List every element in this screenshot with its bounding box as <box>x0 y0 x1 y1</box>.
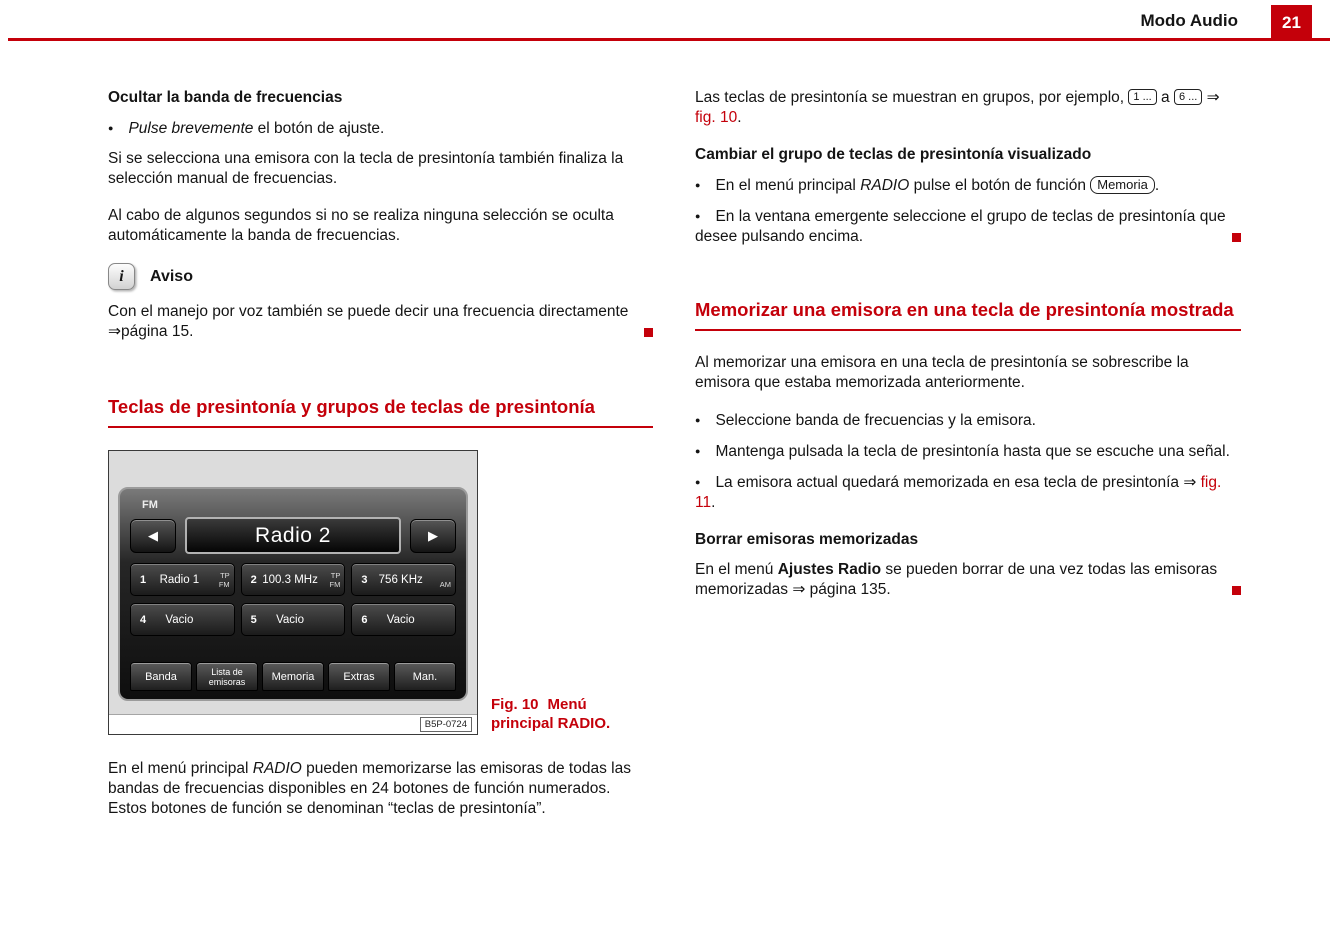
text-segment: a <box>1156 89 1174 106</box>
preset-button-5 <box>241 603 346 636</box>
heading-ocultar-banda: Ocultar la banda de frecuencias <box>108 89 343 106</box>
preset-label: Vacio <box>386 613 415 626</box>
paragraph: Al memorizar una emisora en una tecla de presintonía se sobrescribe la emisora que estaba memorizada anteriormente. <box>695 354 1189 391</box>
text-segment: RADIO <box>252 760 302 777</box>
text-segment: En el menú principal <box>108 760 253 777</box>
bullet-item <box>695 206 1241 247</box>
softkey-row <box>130 662 456 691</box>
page-number-badge: 21 <box>1271 5 1312 41</box>
header-title: Modo Audio <box>1140 11 1238 30</box>
next-station-button: ▶ <box>410 519 456 553</box>
figure-code-strip <box>109 714 477 734</box>
figure-code: B5P-0724 <box>420 717 472 732</box>
figure-reference: fig. 11 <box>695 474 1222 511</box>
preset-tag-top: TP <box>220 570 230 580</box>
preset-tags <box>323 611 340 629</box>
section-end-marker <box>1232 586 1241 595</box>
preset-button-4 <box>130 603 235 636</box>
preset-tags <box>213 611 230 629</box>
text-segment: se pueden borrar de una vez todas las emisoras memorizadas <box>695 561 1218 598</box>
preset-tags <box>323 571 340 589</box>
preset-tags <box>434 611 451 629</box>
bullet-item <box>108 118 653 139</box>
station-display: Radio 2 <box>185 517 401 554</box>
preset-number: 5 <box>250 613 257 626</box>
preset-number: 1 <box>140 573 147 586</box>
figure-reference: fig. 10 <box>695 109 738 126</box>
preset-tag-bottom: FM <box>329 579 341 589</box>
preset-button-3 <box>351 563 456 596</box>
preset-label: Vacio <box>165 613 194 626</box>
preset-label: Radio 1 <box>159 573 200 586</box>
text-segment: En el menú principal <box>715 177 861 194</box>
paragraph <box>695 560 1241 600</box>
text-segment: ⇒ <box>1202 89 1220 106</box>
text-segment: Con el manejo por voz también se puede decir una frecuencia directamente <box>108 303 629 320</box>
text-segment: Pulse brevemente <box>128 120 254 137</box>
preset-tag-bottom: FM <box>218 579 230 589</box>
page-reference: ⇒página 15. <box>108 323 194 340</box>
preset-label: Vacio <box>276 613 305 626</box>
figure-row <box>108 450 653 735</box>
caption-fig-label: Fig. 10 <box>491 696 539 713</box>
right-column <box>695 88 1241 617</box>
bullet-item <box>695 472 1241 513</box>
band-label: FM <box>142 499 158 511</box>
bullet-item: ● Mantenga pulsada la tecla de presintonía hasta que se escuche una señal. <box>695 441 1241 462</box>
function-button-memoria: Memoria <box>1090 176 1155 194</box>
section-end-marker <box>1232 233 1241 242</box>
preset-tag-top: TP <box>330 570 341 580</box>
preset-number: 3 <box>361 573 368 586</box>
radio-figure <box>108 450 478 735</box>
section-end-marker <box>644 328 653 337</box>
text-segment: Las teclas de presintonía se muestran en grupos, por ejemplo, <box>695 89 1129 106</box>
preset-grid <box>130 563 456 636</box>
preset-label: 100.3 MHz <box>262 573 318 586</box>
bullet-item <box>695 175 1241 196</box>
text-segment: Ajustes Radio <box>777 561 882 578</box>
key-cap-6: 6 ... <box>1174 89 1202 105</box>
radio-unit <box>118 487 468 701</box>
heading-cambiar-grupo: Cambiar el grupo de teclas de presintonía visualizado <box>695 146 1092 163</box>
paragraph <box>695 88 1241 128</box>
aviso-title: Aviso <box>150 267 193 285</box>
page-reference: ⇒ página 135. <box>792 581 891 598</box>
caption-text: Menú principal RADIO. <box>491 696 611 732</box>
key-cap-1: 1 ... <box>1128 89 1156 105</box>
softkey-extras: Extras <box>328 662 390 691</box>
softkey-man: Man. <box>394 662 456 691</box>
paragraph <box>108 302 653 342</box>
text-segment: pueden memorizarse las emisoras de todas las bandas de frecuencias disponibles en 24 botones de función numerados. Estos botones de función se denominan “teclas de presintonía”. <box>108 760 631 817</box>
softkey-memoria: Memoria <box>262 662 324 691</box>
text-segment: pulse el botón de función <box>909 177 1091 194</box>
preset-number: 6 <box>361 613 368 626</box>
text-segment: RADIO <box>860 177 910 194</box>
softkey-banda: Banda <box>130 662 192 691</box>
preset-tags <box>213 571 230 589</box>
station-row <box>130 517 456 554</box>
heading-teclas-presintonia: Teclas de presintonía y grupos de teclas de presintonía <box>108 394 653 428</box>
aviso-header <box>108 263 653 290</box>
softkey-lista-emisoras: Lista de emisoras <box>196 662 258 691</box>
info-icon-glyph: i <box>119 267 124 285</box>
preset-label: 756 KHz <box>378 573 423 586</box>
preset-tags <box>434 571 451 589</box>
heading-memorizar-emisora: Memorizar una emisora en una tecla de presintonía mostrada <box>695 297 1241 331</box>
preset-button-1 <box>130 563 235 596</box>
preset-button-6 <box>351 603 456 636</box>
prev-station-button: ◀ <box>130 519 176 553</box>
text-segment: En la ventana emergente seleccione el grupo de teclas de presintonía que desee pulsando encima. <box>695 208 1226 245</box>
figure-inner <box>109 451 477 714</box>
left-column <box>108 88 653 836</box>
preset-tag-bottom: AM <box>439 579 451 589</box>
paragraph <box>108 759 653 819</box>
paragraph: Al cabo de algunos segundos si no se realiza ninguna selección se oculta automáticamente la banda de frecuencias. <box>108 207 614 244</box>
page-header <box>8 0 1330 41</box>
text-segment: La emisora actual quedará memorizada en esa tecla de presintonía <box>715 474 1184 491</box>
text-segment: . <box>1154 177 1160 194</box>
info-icon <box>108 263 135 290</box>
text-segment: . <box>737 109 742 126</box>
figure-caption <box>491 695 649 735</box>
preset-button-2 <box>241 563 346 596</box>
preset-number: 4 <box>140 613 147 626</box>
heading-borrar-emisoras: Borrar emisoras memorizadas <box>695 531 919 548</box>
text-segment: En el menú <box>695 561 778 578</box>
preset-number: 2 <box>250 573 257 586</box>
text-segment: ⇒ <box>1183 474 1201 491</box>
text-segment: el botón de ajuste. <box>253 120 385 137</box>
paragraph: Si se selecciona una emisora con la tecla de presintonía también finaliza la selección manual de frecuencias. <box>108 150 624 187</box>
text-segment: . <box>711 494 716 511</box>
bullet-item: ● Seleccione banda de frecuencias y la emisora. <box>695 410 1241 431</box>
